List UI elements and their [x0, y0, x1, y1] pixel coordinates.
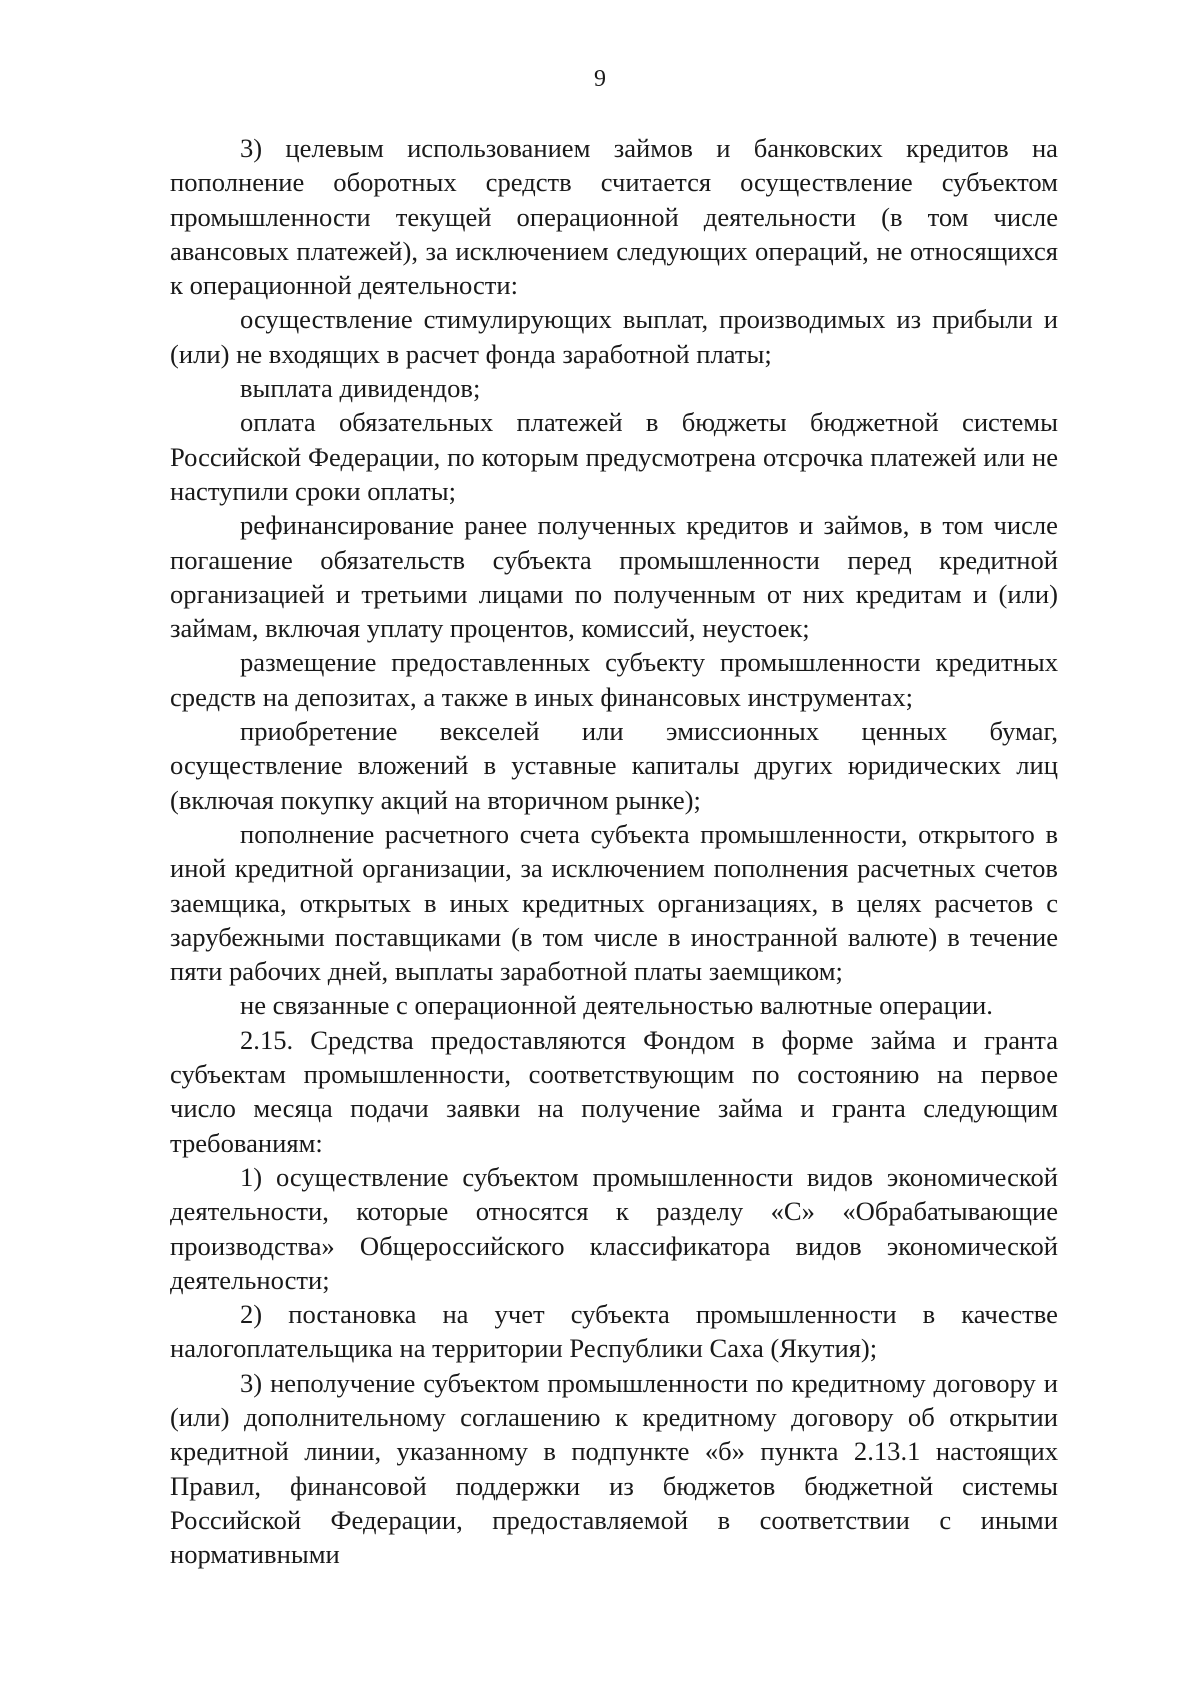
paragraph-requirement-1: 1) осуществление субъектом промышленности видов экономической деятельности, которые относятся к разделу «С» «Обрабатывающие производства» Общероссийского классификатора видов экономической деятельности;	[170, 1161, 1058, 1295]
paragraph-refinancing: рефинансирование ранее полученных кредитов и займов, в том числе погашение обязательств субъекта промышленности перед кредитной организацией и третьими лицами по полученным от них кредитам и (или) займам, включая уплату процентов, комиссий, неустоек;	[170, 510, 1058, 644]
paragraph-item-3-purpose-of-loans: 3) целевым использованием займов и банковских кредитов на пополнение оборотных средств считается осуществление субъектом промышленности текущей операционной деятельности (в том числе авансовых платежей), за исключением следующих операций, не относящихся к операционной деятельности:	[170, 133, 1058, 301]
paragraph-settlement-account: пополнение расчетного счета субъекта промышленности, открытого в иной кредитной организации, за исключением пополнения расчетных счетов заемщика, открытых в иных кредитных организациях, в целях расчетов с зарубежными поставщиками (в том числе в иностранной валюте) в течение пяти рабочих дней, выплаты заработной платы заемщиком;	[170, 818, 1058, 987]
document-body	[170, 131, 1058, 1571]
paragraph-requirement-2: 2) постановка на учет субъекта промышленности в качестве налогоплательщика на территории Республики Саха (Якутия);	[170, 1299, 1058, 1364]
paragraph-requirement-3: 3) неполучение субъектом промышленности по кредитному договору и (или) дополнительному соглашению к кредитному договору об открытии кредитной линии, указанному в подпункте «б» пункта 2.13.1 настоящих Правил, финансовой поддержки из бюджетов бюджетной системы Российской Федерации, предоставляемой в соответствии с иными нормативными	[170, 1367, 1058, 1570]
paragraph-deposits: размещение предоставленных субъекту промышленности кредитных средств на депозитах, а также в иных финансовых инструментах;	[170, 647, 1058, 712]
page-number: 9	[594, 66, 606, 92]
paragraph-incentive-payments: осуществление стимулирующих выплат, производимых из прибыли и (или) не входящих в расчет фонда заработной платы;	[170, 304, 1058, 369]
paragraph-dividends: выплата дивидендов;	[240, 373, 481, 404]
paragraph-currency-operations: не связанные с операционной деятельностью валютные операции.	[240, 990, 993, 1021]
paragraph-mandatory-payments: оплата обязательных платежей в бюджеты бюджетной системы Российской Федерации, по которым предусмотрена отсрочка платежей или не наступили сроки оплаты;	[170, 407, 1058, 506]
paragraph-securities: приобретение векселей или эмиссионных ценных бумаг, осуществление вложений в уставные капиталы других юридических лиц (включая покупку акций на вторичном рынке);	[170, 716, 1058, 815]
paragraph-section-2-15: 2.15. Средства предоставляются Фондом в форме займа и гранта субъектам промышленности, соответствующим по состоянию на первое число месяца подачи заявки на получение займа и гранта следующим требованиям:	[170, 1024, 1058, 1158]
